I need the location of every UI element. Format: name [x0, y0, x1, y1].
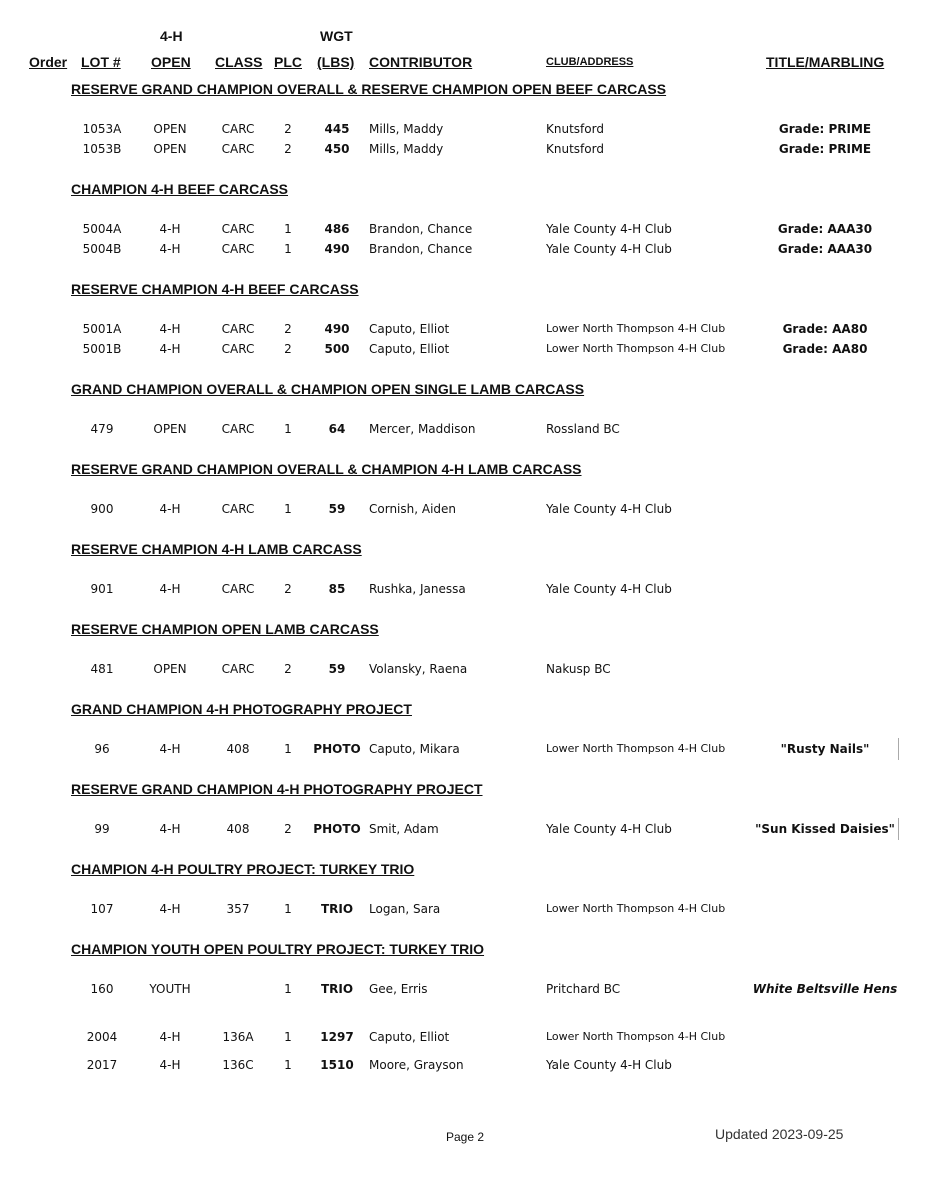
cell-title: White Beltsville Hens: [752, 982, 898, 996]
cell-type: YOUTH: [149, 982, 191, 996]
cell-contributor: Mercer, Maddison: [369, 422, 476, 436]
cell-class: CARC: [221, 342, 255, 356]
cell-plc: 2: [284, 822, 292, 836]
cell-class: 408: [226, 742, 250, 756]
cell-class: CARC: [221, 502, 255, 516]
cell-type: 4-H: [159, 342, 181, 356]
cell-wgt: 500: [324, 342, 350, 356]
col-header-class: CLASS: [215, 54, 263, 70]
cell-title: Grade: PRIME: [778, 142, 872, 156]
cell-class: CARC: [221, 142, 255, 156]
cell-wgt: 1297: [320, 1030, 354, 1044]
section-heading: CHAMPION 4-H POULTRY PROJECT: TURKEY TRIO: [71, 861, 415, 877]
cell-club: Knutsford: [546, 122, 604, 136]
cell-lot: 1053A: [82, 122, 122, 136]
cell-type: 4-H: [159, 742, 181, 756]
cell-plc: 1: [284, 422, 292, 436]
col-header-contributor: CONTRIBUTOR: [369, 54, 473, 70]
col-header-open: OPEN: [151, 54, 191, 70]
cell-wgt: 490: [324, 242, 350, 256]
cell-type: 4-H: [159, 822, 181, 836]
cell-lot: 5004A: [82, 222, 122, 236]
cell-club: Nakusp BC: [546, 662, 611, 676]
cell-club: Lower North Thompson 4-H Club: [546, 1030, 726, 1043]
section-heading: RESERVE CHAMPION OPEN LAMB CARCASS: [71, 621, 379, 637]
cell-type: 4-H: [159, 502, 181, 516]
cell-type: OPEN: [153, 142, 187, 156]
cell-contributor: Caputo, Mikara: [369, 742, 460, 756]
cell-wgt: PHOTO: [313, 742, 361, 756]
section-heading: CHAMPION YOUTH OPEN POULTRY PROJECT: TURKEY TRIO: [71, 941, 485, 957]
cell-club: Yale County 4-H Club: [546, 502, 672, 516]
cell-club: Knutsford: [546, 142, 604, 156]
cell-type: OPEN: [153, 122, 187, 136]
cell-plc: 1: [284, 742, 292, 756]
cell-club: Lower North Thompson 4-H Club: [546, 902, 726, 915]
cell-title: Grade: AAA30: [777, 222, 873, 236]
cell-club: Lower North Thompson 4-H Club: [546, 322, 726, 335]
col-header-order: Order: [29, 54, 68, 70]
page-number: Page 2: [446, 1130, 485, 1144]
cell-club: Yale County 4-H Club: [546, 222, 672, 236]
updated-date: Updated 2023-09-25: [715, 1126, 844, 1142]
cell-plc: 2: [284, 662, 292, 676]
section-heading: GRAND CHAMPION 4-H PHOTOGRAPHY PROJECT: [71, 701, 412, 717]
col-header-plc: PLC: [274, 54, 302, 70]
cell-contributor: Rushka, Janessa: [369, 582, 466, 596]
cell-lot: 479: [90, 422, 114, 436]
cell-plc: 1: [284, 222, 292, 236]
cell-wgt: 59: [328, 662, 346, 676]
cell-plc: 1: [284, 502, 292, 516]
scan-mark: [898, 818, 899, 840]
cell-lot: 2017: [86, 1058, 118, 1072]
cell-plc: 2: [284, 122, 292, 136]
cell-wgt: 85: [328, 582, 346, 596]
cell-lot: 1053B: [82, 142, 122, 156]
cell-lot: 160: [90, 982, 114, 996]
cell-type: 4-H: [159, 1030, 181, 1044]
cell-contributor: Volansky, Raena: [369, 662, 468, 676]
cell-club: Lower North Thompson 4-H Club: [546, 742, 726, 755]
cell-plc: 2: [284, 342, 292, 356]
col-header-lbs: (LBS): [317, 54, 355, 70]
cell-title: Grade: AA80: [782, 322, 868, 336]
cell-lot: 99: [94, 822, 110, 836]
cell-wgt: 1510: [320, 1058, 354, 1072]
cell-lot: 2004: [86, 1030, 118, 1044]
cell-lot: 5004B: [82, 242, 122, 256]
cell-contributor: Logan, Sara: [369, 902, 441, 916]
cell-contributor: Gee, Erris: [369, 982, 428, 996]
cell-wgt: TRIO: [320, 902, 354, 916]
cell-contributor: Caputo, Elliot: [369, 342, 450, 356]
cell-plc: 2: [284, 322, 292, 336]
cell-type: OPEN: [153, 662, 187, 676]
cell-type: 4-H: [159, 902, 181, 916]
cell-plc: 1: [284, 1030, 292, 1044]
cell-contributor: Mills, Maddy: [369, 142, 444, 156]
cell-lot: 900: [90, 502, 114, 516]
cell-class: CARC: [221, 322, 255, 336]
section-heading: CHAMPION 4-H BEEF CARCASS: [71, 181, 289, 197]
cell-class: CARC: [221, 582, 255, 596]
cell-class: CARC: [221, 222, 255, 236]
cell-wgt: PHOTO: [313, 822, 361, 836]
cell-contributor: Brandon, Chance: [369, 242, 473, 256]
cell-plc: 1: [284, 1058, 292, 1072]
col-header-club: CLUB/ADDRESS: [546, 56, 634, 68]
section-heading: RESERVE GRAND CHAMPION OVERALL & CHAMPION 4-H LAMB CARCASS: [71, 461, 582, 477]
cell-club: Rossland BC: [546, 422, 620, 436]
cell-type: 4-H: [159, 322, 181, 336]
cell-wgt: 450: [324, 142, 350, 156]
cell-plc: 1: [284, 242, 292, 256]
cell-club: Yale County 4-H Club: [546, 242, 672, 256]
cell-wgt: 445: [324, 122, 350, 136]
cell-title: Grade: AA80: [782, 342, 868, 356]
cell-wgt: 486: [324, 222, 350, 236]
cell-type: 4-H: [159, 222, 181, 236]
section-heading: RESERVE GRAND CHAMPION 4-H PHOTOGRAPHY PROJECT: [71, 781, 483, 797]
cell-class: 408: [226, 822, 250, 836]
cell-club: Yale County 4-H Club: [546, 1058, 672, 1072]
cell-class: 136C: [222, 1058, 254, 1072]
col-header-wgt: WGT: [320, 28, 353, 44]
cell-class: CARC: [221, 242, 255, 256]
cell-title: Grade: AAA30: [777, 242, 873, 256]
col-header-title: TITLE/MARBLING: [766, 54, 885, 70]
section-heading: RESERVE CHAMPION 4-H LAMB CARCASS: [71, 541, 362, 557]
cell-class: CARC: [221, 422, 255, 436]
col-header-lot: LOT #: [81, 54, 121, 70]
cell-type: 4-H: [159, 582, 181, 596]
cell-club: Lower North Thompson 4-H Club: [546, 342, 726, 355]
cell-lot: 5001A: [82, 322, 122, 336]
cell-wgt: 59: [328, 502, 346, 516]
cell-wgt: 490: [324, 322, 350, 336]
col-header-4h: 4-H: [160, 28, 183, 44]
cell-type: 4-H: [159, 242, 181, 256]
cell-title: "Rusty Nails": [780, 742, 870, 756]
cell-club: Yale County 4-H Club: [546, 822, 672, 836]
cell-plc: 1: [284, 902, 292, 916]
cell-plc: 1: [284, 982, 292, 996]
cell-plc: 2: [284, 142, 292, 156]
cell-class: CARC: [221, 662, 255, 676]
cell-wgt: TRIO: [320, 982, 354, 996]
cell-lot: 5001B: [82, 342, 122, 356]
cell-class: 136A: [222, 1030, 254, 1044]
cell-contributor: Mills, Maddy: [369, 122, 444, 136]
cell-club: Yale County 4-H Club: [546, 582, 672, 596]
cell-class: 357: [226, 902, 250, 916]
cell-plc: 2: [284, 582, 292, 596]
cell-title: "Sun Kissed Daisies": [755, 822, 895, 836]
scan-mark: [898, 738, 899, 760]
cell-type: OPEN: [153, 422, 187, 436]
cell-contributor: Cornish, Aiden: [369, 502, 457, 516]
section-heading: RESERVE GRAND CHAMPION OVERALL & RESERVE CHAMPION OPEN BEEF CARCASS: [71, 81, 667, 97]
cell-lot: 481: [90, 662, 114, 676]
cell-wgt: 64: [328, 422, 346, 436]
section-heading: GRAND CHAMPION OVERALL & CHAMPION OPEN SINGLE LAMB CARCASS: [71, 381, 585, 397]
cell-lot: 107: [90, 902, 114, 916]
cell-contributor: Brandon, Chance: [369, 222, 473, 236]
section-heading: RESERVE CHAMPION 4-H BEEF CARCASS: [71, 281, 359, 297]
cell-contributor: Caputo, Elliot: [369, 322, 450, 336]
cell-lot: 901: [90, 582, 114, 596]
cell-club: Pritchard BC: [546, 982, 621, 996]
cell-title: Grade: PRIME: [778, 122, 872, 136]
cell-contributor: Caputo, Elliot: [369, 1030, 450, 1044]
cell-contributor: Smit, Adam: [369, 822, 439, 836]
cell-type: 4-H: [159, 1058, 181, 1072]
cell-lot: 96: [94, 742, 110, 756]
cell-class: CARC: [221, 122, 255, 136]
cell-contributor: Moore, Grayson: [369, 1058, 464, 1072]
